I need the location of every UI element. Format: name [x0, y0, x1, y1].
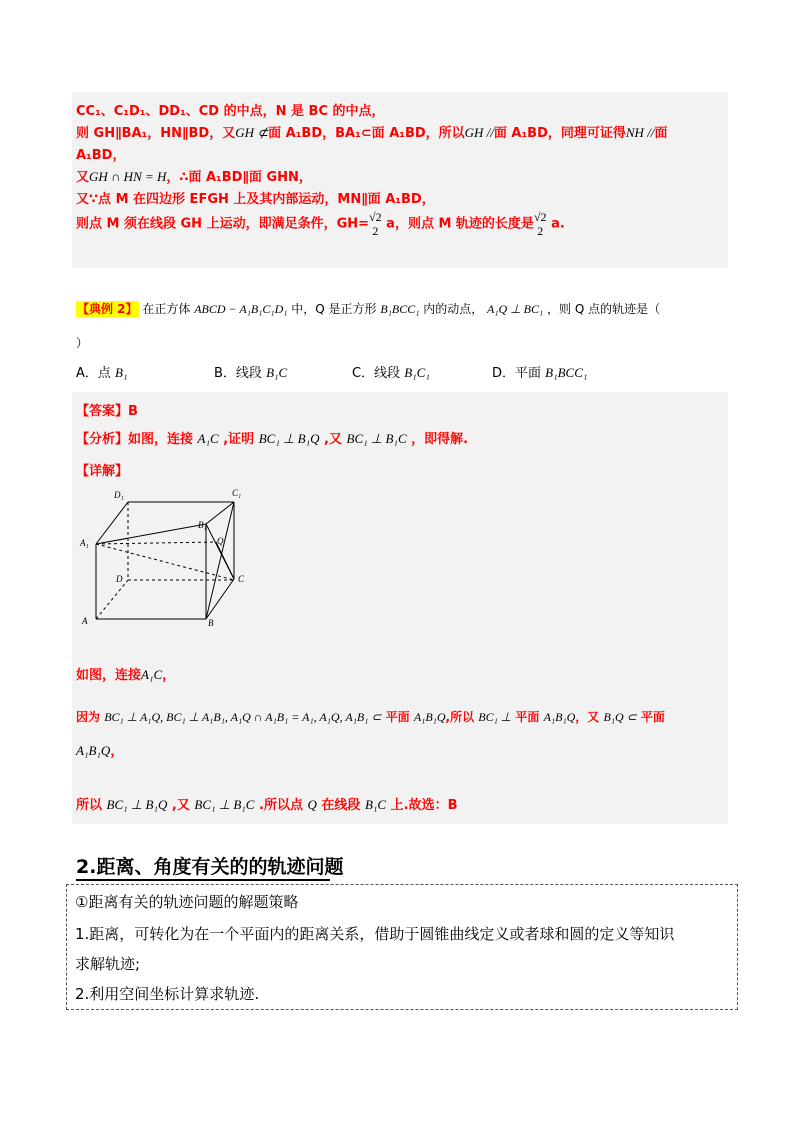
section-heading: 2.距离、角度有关的的轨迹问题 [76, 856, 344, 878]
example-tag: 【典例 2】 [77, 302, 138, 316]
answer-line: 【答案】B [76, 404, 138, 419]
detail-line-1: 如图，连接A₁C， [76, 667, 176, 683]
fraction-sqrt2-over-2-b: √2 2 [533, 210, 547, 238]
solution-line-4: 又GH ∩ HN = H，∴面 A₁BD∥面 GHN， [76, 169, 312, 185]
label-a1: A₁ [80, 538, 89, 548]
solution-line-6: 则点 M 须在线段 GH 上运动，即满足条件，GH=√2 2 a，则点 M 轨迹的长度是√2 2 a. [76, 210, 565, 238]
option-b: B．线段 B₁C [214, 365, 288, 381]
strategy-box-line-1: 1.距离，可转化为在一个平面内的距离关系，借助于圆锥曲线定义或者球和圆的定义等知识 [75, 925, 675, 943]
option-a: A．点 B₁ [76, 365, 128, 381]
fraction-sqrt2-over-2: √2 2 [369, 210, 382, 238]
option-c: C．线段 B₁C₁ [352, 365, 430, 381]
example-question: 【典例 2】 在正方体 ABCD − A₁B₁C₁D₁ 中，Q 是正方形 B₁BCC₁ 内的动点， A₁Q ⊥ BC₁ ，则 Q 点的轨迹是（ [77, 302, 661, 316]
solution-line-3: A₁BD， [76, 148, 126, 163]
detail-line-2: 因为 BC₁ ⊥ A₁Q, BC₁ ⊥ A₁B₁, A₁Q ∩ A₁B₁ = A₁, A₁Q, A₁B₁ ⊂ 平面 A₁B₁Q,所以 BC₁ ⊥ 平面 A₁B₁Q，又 B₁Q ⊂ 平面 [76, 710, 665, 724]
cube-figure [76, 484, 256, 634]
label-b: B [208, 618, 214, 628]
label-c: C [238, 574, 245, 584]
example-question-close: ） [76, 336, 89, 350]
solution-line-1: CC₁、C₁D₁、DD₁、CD 的中点，N 是 BC 的中点， [76, 104, 385, 119]
label-c1: C₁ [232, 488, 242, 498]
detail-line-3: A₁B₁Q， [76, 743, 124, 759]
label-d: D [116, 574, 123, 584]
strategy-box-line-3: 2.利用空间坐标计算求轨迹. [75, 985, 260, 1003]
strategy-box-line-2: 求解轨迹; [75, 955, 141, 973]
detail-line-4: 所以 BC₁ ⊥ B₁Q ,又 BC₁ ⊥ B₁C .所以点 Q 在线段 B₁C 上.故选：B [76, 797, 458, 813]
label-a: A [82, 616, 88, 626]
solution-line-2: 则 GH∥BA₁，HN∥BD，又GH ⊄面 A₁BD，BA₁⊂面 A₁BD，所以GH //面 A₁BD，同理可证得NH //面 [76, 125, 668, 141]
analysis-line: 【分析】如图，连接 A₁C ,证明 BC₁ ⊥ B₁Q ,又 BC₁ ⊥ B₁C ，即得解. [76, 431, 469, 447]
option-d: D．平面 B₁BCC₁ [492, 365, 588, 381]
label-b1: B₁ [198, 520, 207, 530]
strategy-box [66, 884, 738, 1010]
label-d1: D₁ [114, 490, 124, 500]
solution-line-5: 又∵点 M 在四边形 EFGH 上及其内部运动，MN∥面 A₁BD， [76, 192, 435, 207]
label-q: Q [217, 536, 224, 546]
strategy-box-title: ①距离有关的轨迹问题的解题策略 [75, 893, 299, 911]
section-heading-underline [76, 879, 330, 881]
detail-label: 【详解】 [76, 464, 129, 479]
